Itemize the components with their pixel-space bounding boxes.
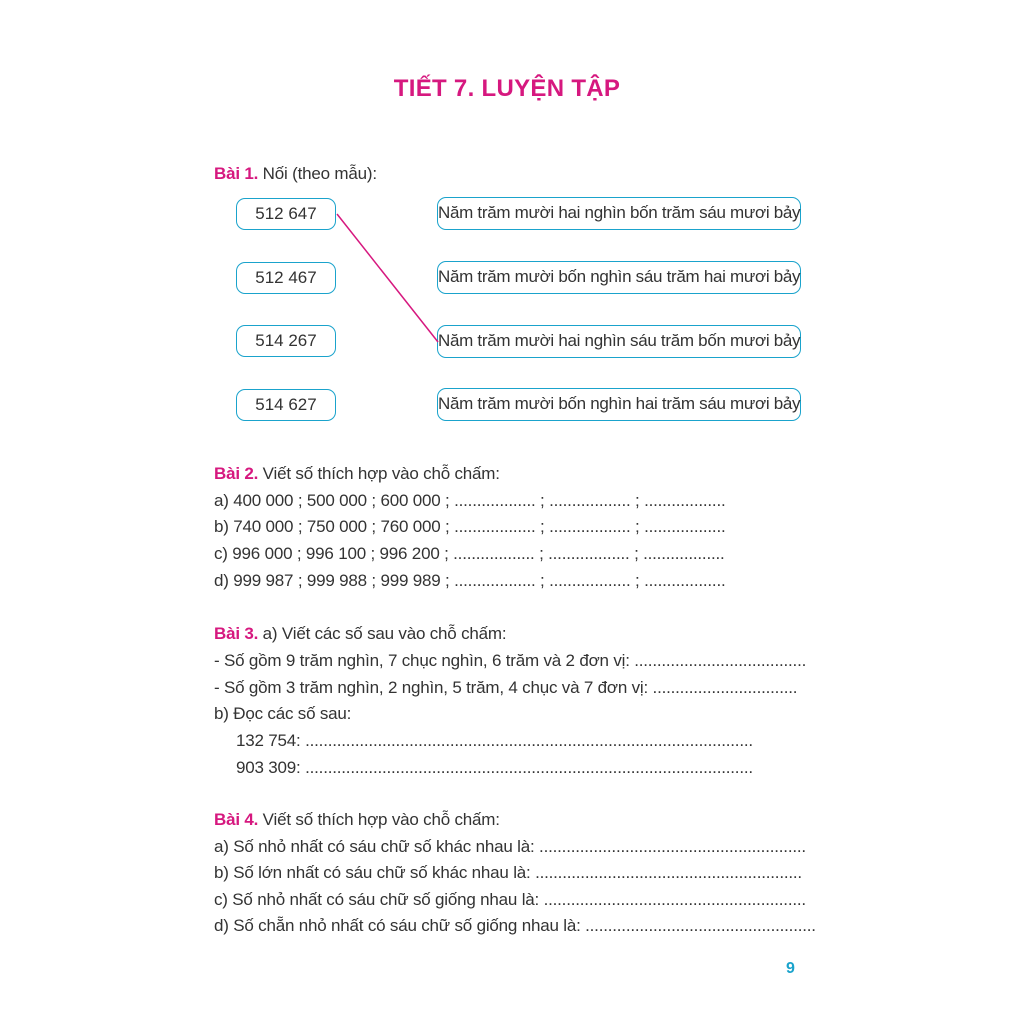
- bai1-heading: [214, 164, 377, 184]
- bai3-instruction: a) Viết các số sau vào chỗ chấm:: [258, 624, 507, 643]
- bai4-row-d[interactable]: d) Số chẵn nhỏ nhất có sáu chữ số giống nhau là: ...................................................: [214, 916, 816, 935]
- number-box-3[interactable]: 514 267: [236, 325, 336, 357]
- bai2-label: Bài 2.: [214, 464, 259, 483]
- bai3-read-1[interactable]: 132 754: ...................................................................................................: [236, 731, 753, 750]
- bai2-row-c[interactable]: c) 996 000 ; 996 100 ; 996 200 ; .................. ; .................. ; ..................: [214, 544, 725, 563]
- bai4-instruction: Viết số thích hợp vào chỗ chấm:: [258, 810, 500, 829]
- bai3-row-1[interactable]: - Số gồm 9 trăm nghìn, 7 chục nghìn, 6 trăm và 2 đơn vị: ......................................: [214, 651, 807, 670]
- bai2-row-b[interactable]: b) 740 000 ; 750 000 ; 760 000 ; .................. ; .................. ; ..................: [214, 517, 726, 536]
- bai4-label: Bài 4.: [214, 810, 259, 829]
- text-box-2[interactable]: Năm trăm mười bốn nghìn sáu trăm hai mươi bảy: [437, 261, 801, 294]
- bai2-heading: [214, 464, 500, 484]
- bai3-row-2[interactable]: - Số gồm 3 trăm nghìn, 2 nghìn, 5 trăm, 4 chục và 7 đơn vị: ................................: [214, 678, 798, 697]
- bai3-row-b: b) Đọc các số sau:: [214, 704, 352, 723]
- text-box-4[interactable]: Năm trăm mười bốn nghìn hai trăm sáu mươi bảy: [437, 388, 801, 421]
- bai4-row-a[interactable]: a) Số nhỏ nhất có sáu chữ số khác nhau là: ...........................................................: [214, 837, 806, 856]
- bai4-row-c[interactable]: c) Số nhỏ nhất có sáu chữ số giống nhau là: ..........................................................: [214, 890, 806, 909]
- bai3-label: Bài 3.: [214, 624, 259, 643]
- text-box-1[interactable]: Năm trăm mười hai nghìn bốn trăm sáu mươi bảy: [437, 197, 801, 230]
- bai1-instruction: Nối (theo mẫu):: [258, 164, 377, 183]
- number-box-1[interactable]: 512 647: [236, 198, 336, 230]
- bai1-label: Bài 1.: [214, 164, 259, 183]
- page-title: TIẾT 7. LUYỆN TẬP: [393, 75, 621, 102]
- number-box-4[interactable]: 514 627: [236, 389, 336, 421]
- bai2-row-a[interactable]: a) 400 000 ; 500 000 ; 600 000 ; .................. ; .................. ; ..................: [214, 491, 726, 510]
- bai3-read-2[interactable]: 903 309: ...................................................................................................: [236, 758, 753, 777]
- number-box-2[interactable]: 512 467: [236, 262, 336, 294]
- bai2-instruction: Viết số thích hợp vào chỗ chấm:: [258, 464, 500, 483]
- bai4-row-b[interactable]: b) Số lớn nhất có sáu chữ số khác nhau là: ...........................................................: [214, 863, 802, 882]
- bai3-heading: [214, 624, 506, 644]
- text-box-3[interactable]: Năm trăm mười hai nghìn sáu trăm bốn mươi bảy: [437, 325, 801, 358]
- bai4-heading: [214, 810, 500, 830]
- bai2-row-d[interactable]: d) 999 987 ; 999 988 ; 999 989 ; .................. ; .................. ; ..................: [214, 571, 726, 590]
- page-number: 9: [786, 960, 795, 977]
